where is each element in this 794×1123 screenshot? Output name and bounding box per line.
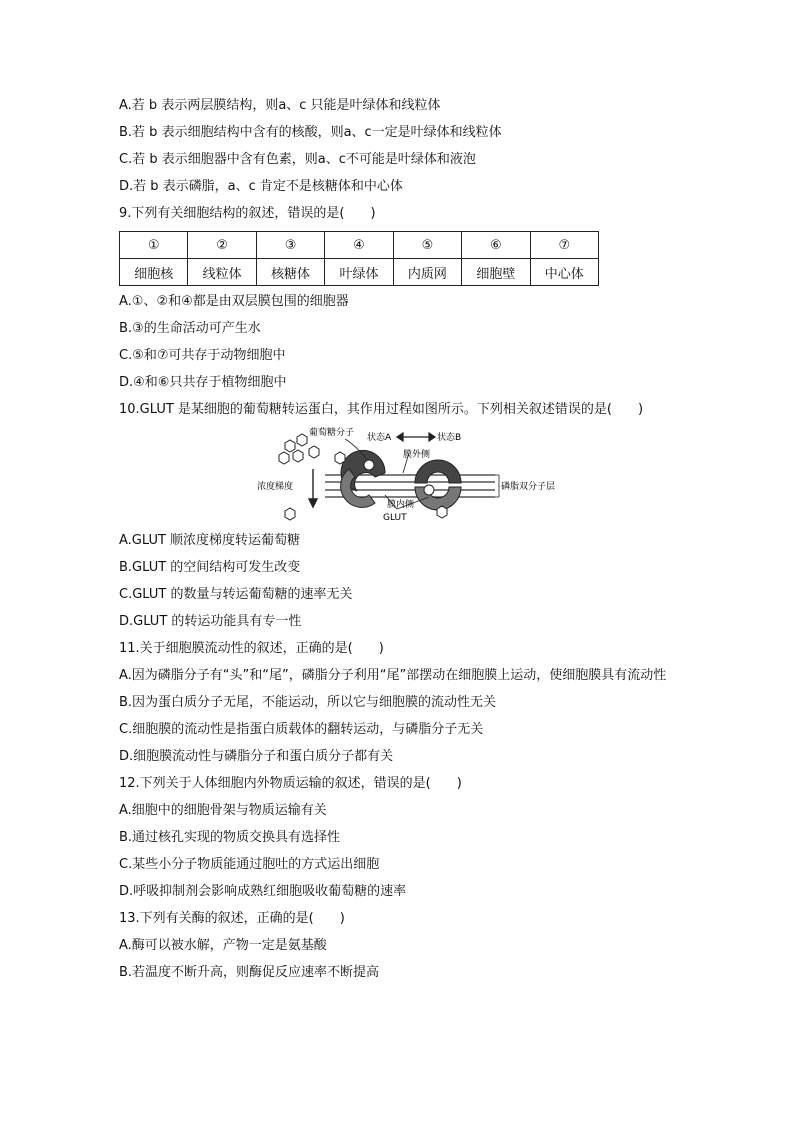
label-inside: 膜内侧 xyxy=(387,500,415,510)
glut-transport-diagram xyxy=(257,425,556,523)
q12-option-d: D.呼吸抑制剂会影响成熟红细胞吸收葡萄糖的速率 xyxy=(119,884,407,899)
table-cell: ③ xyxy=(256,232,324,259)
label-glucose: 葡萄糖分子 xyxy=(309,428,355,438)
glut-state-a-shape xyxy=(341,450,385,507)
label-glut: GLUT xyxy=(383,513,407,523)
glut-state-b-shape xyxy=(415,460,461,510)
q9-stem: 9.下列有关细胞结构的叙述，错误的是( ) xyxy=(119,206,376,221)
table-cell: ⑦ xyxy=(530,232,598,259)
q8-option-a: A.若 b 表示两层膜结构，则a、c 只能是叶绿体和线粒体 xyxy=(119,98,441,113)
table-cell: ① xyxy=(120,232,188,259)
table-cell: 叶绿体 xyxy=(325,259,393,286)
q11-option-b: B.因为蛋白质分子无尾，不能运动，所以它与细胞膜的流动性无关 xyxy=(119,695,497,710)
table-cell: 细胞壁 xyxy=(462,259,530,286)
q8-option-c: C.若 b 表示细胞器中含有色素，则a、c不可能是叶绿体和液泡 xyxy=(119,152,476,167)
label-state-b: 状态B xyxy=(437,433,462,443)
table-cell: 内质网 xyxy=(393,259,461,286)
table-cell: ② xyxy=(188,232,256,259)
q9-option-c: C.⑤和⑦可共存于动物细胞中 xyxy=(119,348,286,363)
q12-option-c: C.某些小分子物质能通过胞吐的方式运出细胞 xyxy=(119,857,380,872)
glucose-in-glut-b xyxy=(424,485,434,495)
table-cell: 核糖体 xyxy=(256,259,324,286)
q8-option-b: B.若 b 表示细胞结构中含有的核酸，则a、c一定是叶绿体和线粒体 xyxy=(119,125,502,140)
table-cell: ④ xyxy=(325,232,393,259)
q10-option-d: D.GLUT 的转运功能具有专一性 xyxy=(119,614,302,629)
state-arrow xyxy=(397,433,435,441)
q12-stem: 12.下列关于人体细胞内外物质运输的叙述，错误的是( ) xyxy=(119,776,462,791)
label-gradient: 浓度梯度 xyxy=(257,482,294,492)
q9-option-a: A.①、②和④都是由双层膜包围的细胞器 xyxy=(119,294,349,309)
q11-option-d: D.细胞膜流动性与磷脂分子和蛋白质分子都有关 xyxy=(119,749,394,764)
q13-option-b: B.若温度不断升高，则酶促反应速率不断提高 xyxy=(119,965,380,980)
glucose-in-glut-a xyxy=(364,460,374,470)
q10-option-c: C.GLUT 的数量与转运葡萄糖的速率无关 xyxy=(119,587,353,602)
q9-structure-table xyxy=(119,231,599,286)
q8-option-d: D.若 b 表示磷脂，a、c 肯定不是核糖体和中心体 xyxy=(119,179,403,194)
q12-option-a: A.细胞中的细胞骨架与物质运输有关 xyxy=(119,803,327,818)
table-cell: 中心体 xyxy=(530,259,598,286)
q13-option-a: A.酶可以被水解，产物一定是氨基酸 xyxy=(119,938,327,953)
q11-option-c: C.细胞膜的流动性是指蛋白质载体的翻转运动，与磷脂分子无关 xyxy=(119,722,484,737)
q10-option-a: A.GLUT 顺浓度梯度转运葡萄糖 xyxy=(119,533,301,548)
label-bilayer: 磷脂双分子层 xyxy=(501,482,556,492)
q10-stem: 10.GLUT 是某细胞的葡萄糖转运蛋白，其作用过程如图所示。下列相关叙述错误的是( ) xyxy=(119,402,644,417)
exam-page xyxy=(119,92,679,986)
table-row-numbers xyxy=(120,232,599,259)
q13-stem: 13.下列有关酶的叙述，正确的是( ) xyxy=(119,911,345,926)
table-cell: ⑥ xyxy=(462,232,530,259)
q11-stem: 11.关于细胞膜流动性的叙述，正确的是( ) xyxy=(119,641,384,656)
q10-option-b: B.GLUT 的空间结构可发生改变 xyxy=(119,560,301,575)
q9-option-d: D.④和⑥只共存于植物细胞中 xyxy=(119,375,287,390)
gradient-arrow xyxy=(309,469,317,507)
glut-diagram-svg xyxy=(257,425,556,523)
table-cell: ⑤ xyxy=(393,232,461,259)
table-row-names xyxy=(120,259,599,286)
label-state-a: 状态A xyxy=(367,433,392,443)
q11-option-a: A.因为磷脂分子有“头”和“尾”，磷脂分子利用“尾”部摆动在细胞膜上运动，使细胞膜具有流动性 xyxy=(119,668,667,683)
q9-option-b: B.③的生命活动可产生水 xyxy=(119,321,261,336)
label-outside: 膜外侧 xyxy=(403,450,431,460)
table-cell: 细胞核 xyxy=(120,259,188,286)
table-cell: 线粒体 xyxy=(188,259,256,286)
q12-option-b: B.通过核孔实现的物质交换具有选择性 xyxy=(119,830,341,845)
